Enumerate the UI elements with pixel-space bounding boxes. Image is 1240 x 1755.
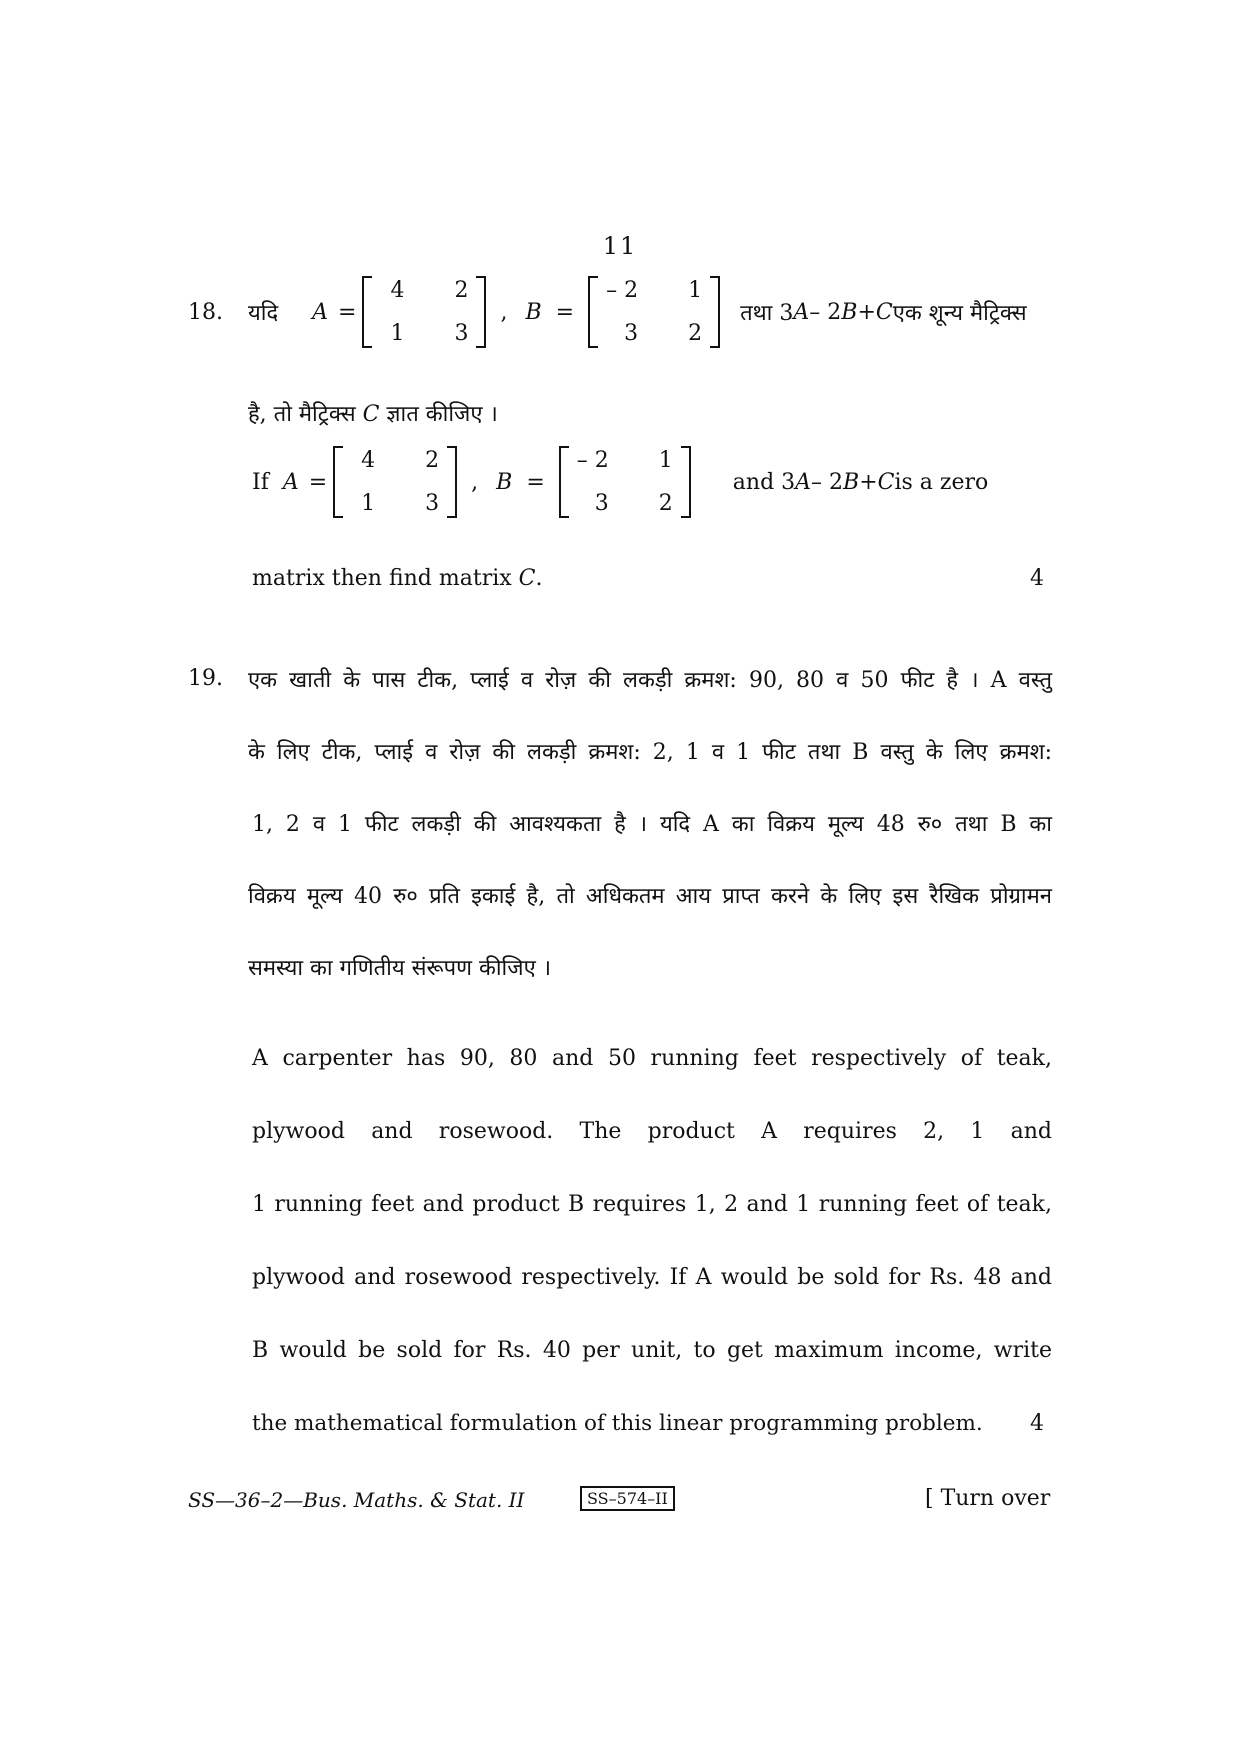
q18-english-is-zero: is a zero <box>894 469 989 495</box>
var-a: A <box>282 469 299 495</box>
q19-english-line: 1 running feet and product B requires 1, 2 and 1 running feet of teak, <box>252 1192 1052 1217</box>
comma: , <box>500 299 508 325</box>
matrix-a-cell: 1 <box>390 321 405 346</box>
equals-sign: = <box>526 469 545 495</box>
var-b: B <box>841 299 858 325</box>
q18-english-line2-end: . <box>535 566 543 591</box>
var-c: C <box>362 402 380 427</box>
matrix-a-cell: 4 <box>361 448 376 473</box>
matrix-a-cell: 4 <box>390 278 405 303</box>
footer-course-code: SS—36–2—Bus. Maths. & Stat. II <box>188 1488 525 1512</box>
page-number: 11 <box>602 232 638 260</box>
q19-english-line: plywood and rosewood. The product A requires 2, 1 and <box>252 1119 1052 1144</box>
q19-hindi-line: 1, 2 व 1 फीट लकड़ी की आवश्यकता है । यदि A का विक्रय मूल्य 48 रु० तथा B का <box>252 812 1052 837</box>
equals-sign: = <box>308 469 328 495</box>
var-a: A <box>795 469 812 495</box>
matrix-b-cell: 2 <box>688 321 703 346</box>
question-19-number: 19. <box>188 666 223 691</box>
q19-english-line: plywood and rosewood respectively. If A would be sold for Rs. 48 and <box>252 1265 1052 1290</box>
matrix-a-cell: 3 <box>425 491 440 516</box>
equals-sign: = <box>338 299 357 325</box>
matrix-b <box>559 446 691 518</box>
q18-english-line2 <box>252 566 543 591</box>
q19-hindi-line: एक खाती के पास टीक, प्लाई व रोज़ की लकड़ी क्रमश: 90, 80 व 50 फीट है । A वस्तु <box>248 668 1052 693</box>
matrix-b <box>588 276 720 348</box>
q18-hindi-zero-matrix: एक शून्य मैट्रिक्स <box>892 301 1027 326</box>
q19-english-line: B would be sold for Rs. 40 per unit, to get maximum income, write <box>252 1338 1052 1363</box>
matrix-a-cell: 2 <box>454 278 469 303</box>
matrix-a-cell: 3 <box>454 321 469 346</box>
q18-expr-plus: + <box>857 299 876 325</box>
matrix-b-cell: – 2 <box>576 448 609 473</box>
footer-paper-code: SS–574–II <box>580 1486 675 1511</box>
q18-marks: 4 <box>1030 566 1044 591</box>
var-b: B <box>496 469 513 495</box>
var-a: A <box>793 299 810 325</box>
q19-english-line: the mathematical formulation of this linear programming problem. <box>252 1411 983 1436</box>
q18-hindi-and-3: तथा 3 <box>740 301 794 326</box>
matrix-b-cell: 1 <box>688 278 703 303</box>
q19-hindi-line: विक्रय मूल्य 40 रु० प्रति इकाई है, तो अधिकतम आय प्राप्त करने के लिए इस रैखिक प्रोग्रामन <box>248 884 1052 909</box>
q18-expr-plus: + <box>859 469 878 495</box>
q19-english-line: A carpenter has 90, 80 and 50 running feet respectively of teak, <box>252 1046 1052 1071</box>
question-18-number: 18. <box>188 300 223 325</box>
q19-hindi-line: के लिए टीक, प्लाई व रोज़ की लकड़ी क्रमश: 2, 1 व 1 फीट तथा B वस्तु के लिए क्रमश: <box>248 740 1052 765</box>
footer-turn-over: [ Turn over <box>925 1486 1051 1511</box>
var-b: B <box>525 299 542 325</box>
var-c: C <box>875 299 893 325</box>
equals-sign: = <box>555 299 575 325</box>
matrix-a <box>362 276 486 348</box>
q18-english-matrix-line <box>252 446 988 518</box>
matrix-b-cell: 3 <box>624 321 639 346</box>
matrix-a-cell: 2 <box>425 448 440 473</box>
q19-hindi-line: समस्या का गणितीय संरूपण कीजिए । <box>248 956 552 981</box>
matrix-b-cell: 1 <box>658 448 673 473</box>
matrix-b-cell: 3 <box>594 491 609 516</box>
q19-marks: 4 <box>1030 1411 1044 1436</box>
q18-english-line2-start: matrix then find matrix <box>252 566 519 591</box>
q18-expr-minus-2: – 2 <box>811 469 844 495</box>
var-c: C <box>877 469 895 495</box>
q18-hindi-line2 <box>248 398 498 428</box>
q18-expr-minus-2: – 2 <box>809 299 842 325</box>
q18-hindi-line2-start: है, तो मैट्रिक्स <box>248 402 363 427</box>
q18-english-if: If <box>252 469 269 495</box>
q18-hindi-line2-end: ज्ञात कीजिए । <box>379 402 498 427</box>
matrix-a <box>333 446 457 518</box>
var-b: B <box>843 469 860 495</box>
matrix-b-cell: – 2 <box>606 278 639 303</box>
comma: , <box>471 469 479 495</box>
matrix-a-cell: 1 <box>361 491 376 516</box>
q18-english-and-3: and 3 <box>732 469 796 495</box>
matrix-b-cell: 2 <box>658 491 673 516</box>
q18-hindi-if: यदि <box>248 301 279 326</box>
var-a: A <box>312 299 329 325</box>
q18-hindi-matrix-line <box>248 276 1027 348</box>
var-c: C <box>518 566 536 591</box>
